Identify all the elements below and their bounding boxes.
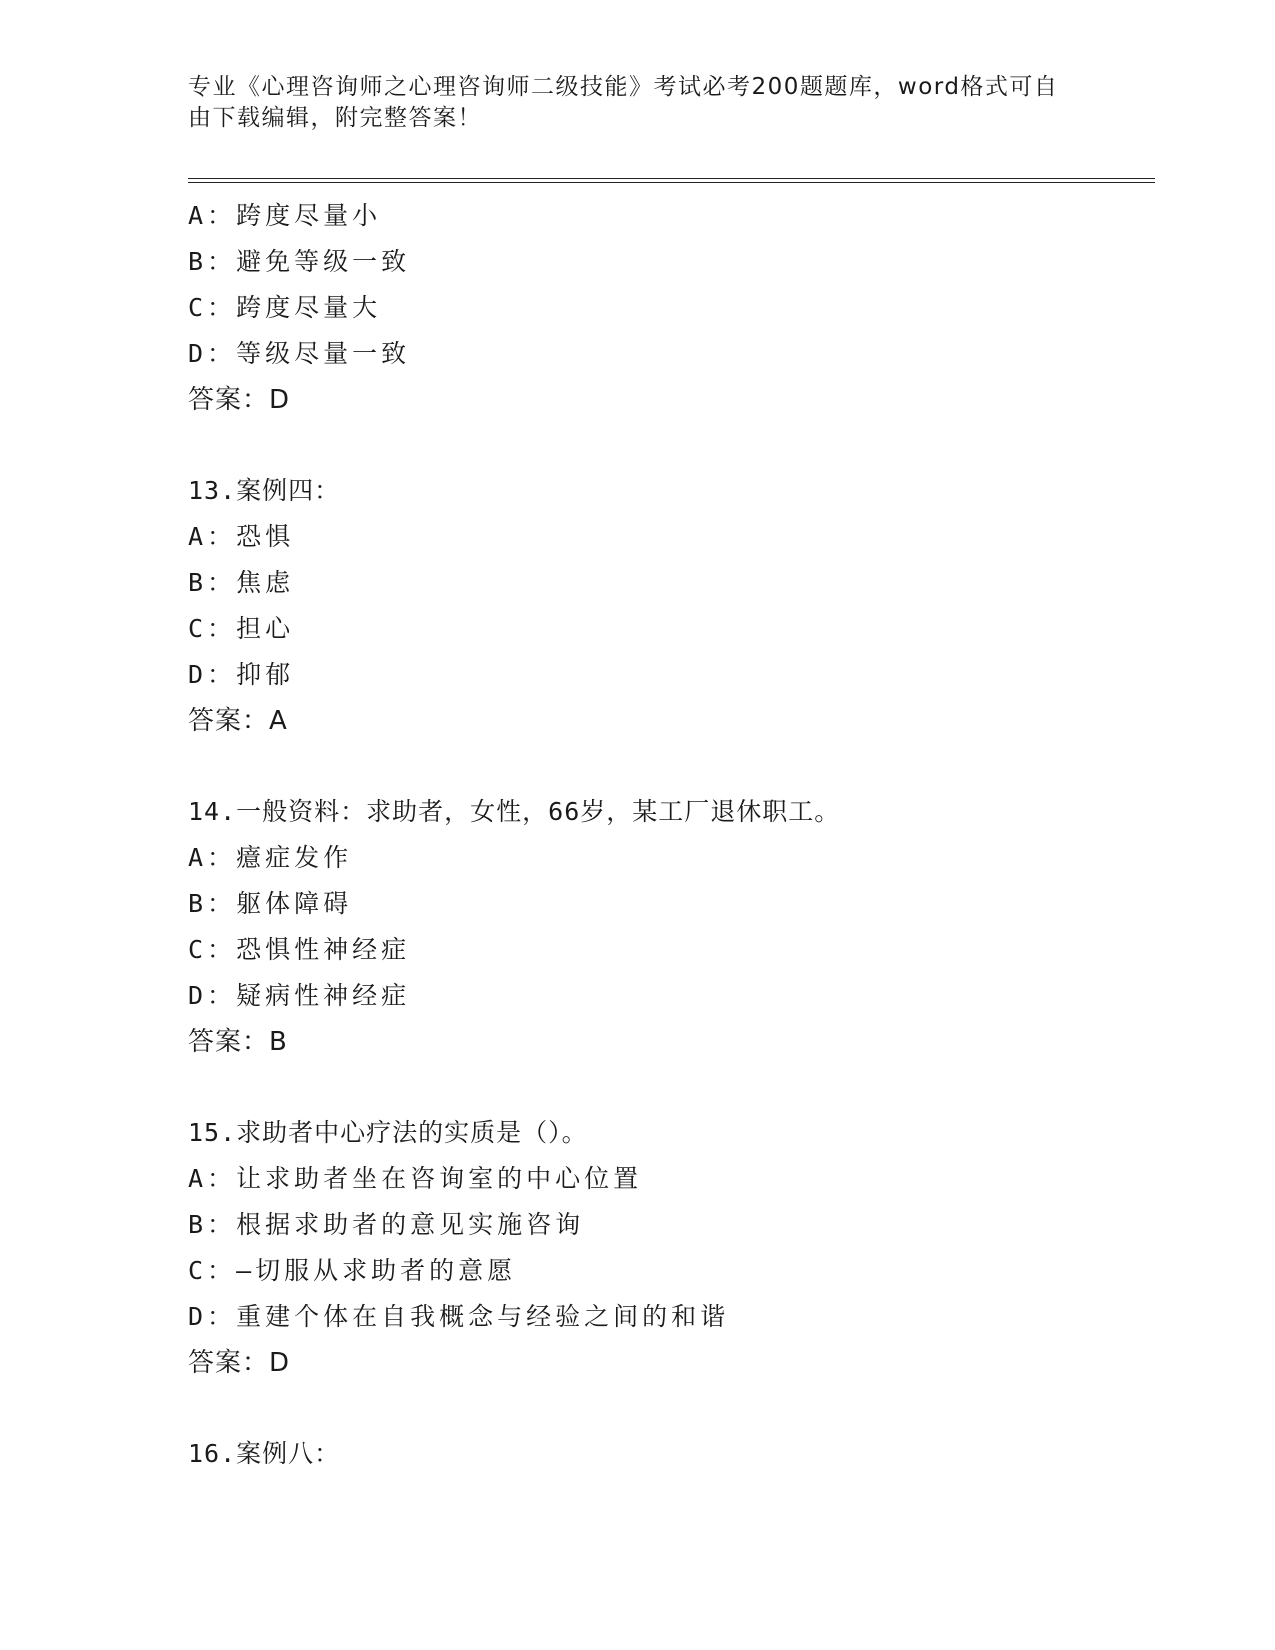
option-d: D：重建个体在自我概念与经验之间的和谐 bbox=[188, 1302, 730, 1331]
option-c: C：跨度尽量大 bbox=[188, 293, 382, 322]
question-block bbox=[188, 468, 1148, 744]
option-c: C：恐惧性神经症 bbox=[188, 935, 411, 964]
option-d: D：抑郁 bbox=[188, 660, 295, 689]
option-d: D：等级尽量一致 bbox=[188, 339, 411, 368]
header-divider bbox=[188, 178, 1155, 183]
option-b: B：焦虑 bbox=[188, 568, 295, 597]
option-a: A：让求助者坐在咨询室的中心位置 bbox=[188, 1164, 643, 1193]
question-title: 14.一般资料：求助者，女性，66岁，某工厂退休职工。 bbox=[188, 797, 841, 826]
option-b: B：根据求助者的意见实施咨询 bbox=[188, 1210, 585, 1239]
question-block bbox=[188, 193, 1148, 423]
question-block bbox=[188, 1110, 1148, 1386]
option-a: A：癔症发作 bbox=[188, 843, 353, 872]
answer-line: 答案：A bbox=[188, 706, 288, 736]
answer-line: 答案：B bbox=[188, 1027, 288, 1057]
option-b: B：避免等级一致 bbox=[188, 247, 411, 276]
page-header: 专业《心理咨询师之心理咨询师二级技能》考试必考200题题库，word格式可自由下载编辑，附完整答案！ bbox=[188, 74, 1059, 131]
question-title: 16.案例八： bbox=[188, 1439, 341, 1468]
option-a: A：恐惧 bbox=[188, 522, 295, 551]
option-b: B：躯体障碍 bbox=[188, 889, 353, 918]
answer-line: 答案：D bbox=[188, 385, 291, 415]
option-c: C：—切服从求助者的意愿 bbox=[188, 1256, 517, 1285]
question-block bbox=[188, 1431, 1148, 1477]
question-title: 15.求助者中心疗法的实质是（）。 bbox=[188, 1118, 588, 1147]
option-d: D：疑病性神经症 bbox=[188, 981, 411, 1010]
answer-line: 答案：D bbox=[188, 1348, 291, 1378]
option-a: A：跨度尽量小 bbox=[188, 201, 382, 230]
question-title: 13.案例四： bbox=[188, 476, 341, 505]
question-block bbox=[188, 789, 1148, 1065]
question-list bbox=[188, 193, 1148, 1477]
option-c: C：担心 bbox=[188, 614, 295, 643]
